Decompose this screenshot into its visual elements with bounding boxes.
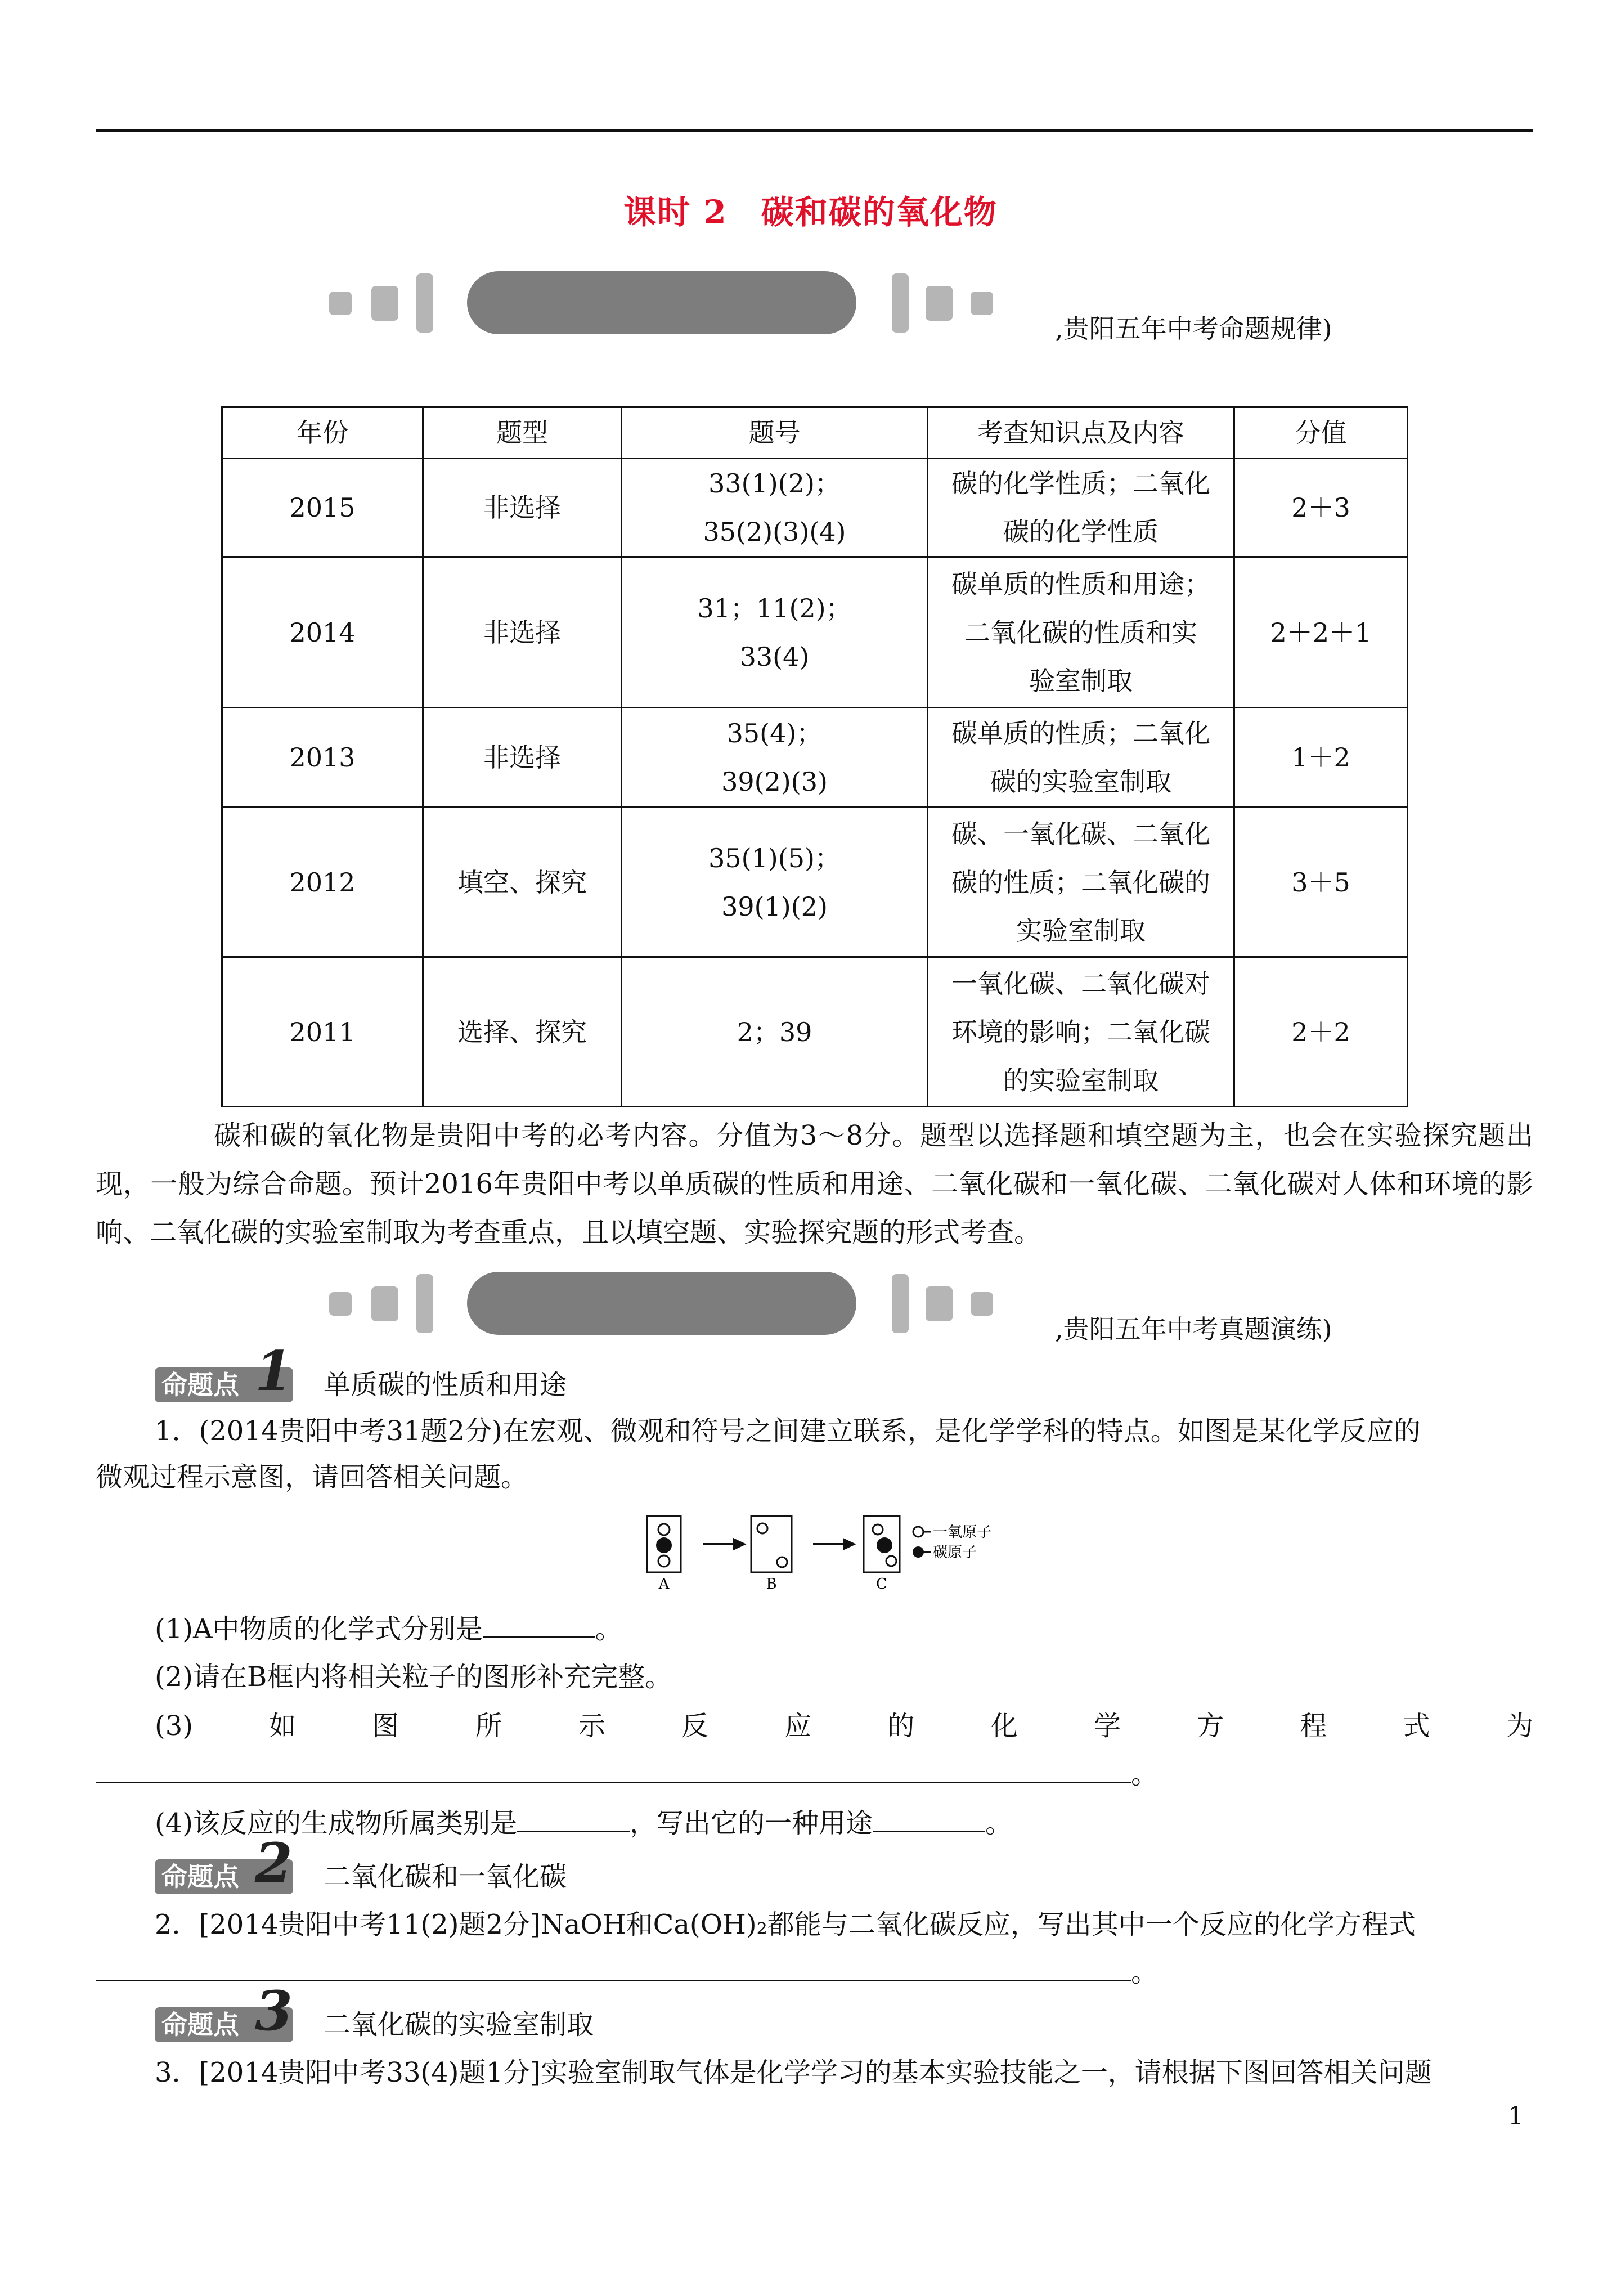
cell-type: 非选择 (423, 459, 622, 557)
q1-sub-3: (3) 如 图 所 示 反 应 的 化 学 方 程 式 为 (155, 1710, 1533, 1742)
cell-type: 填空、探究 (423, 808, 622, 957)
header-content: 考查知识点及内容 (928, 407, 1234, 459)
q3-line-1: 3．[2014贵阳中考33(4)题1分]实验室制取气体是化学学习的基本实验技能之一，请根据下图回答相关问题 (155, 2057, 1432, 2088)
answer-blank[interactable] (517, 1807, 630, 1832)
topic-title: 单质碳的性质和用途 (324, 1369, 567, 1401)
topic-badge: 命题点 1 (155, 1367, 293, 1402)
cell-score: 1＋2 (1234, 708, 1408, 808)
q1-sub-3-answer: 。 (96, 1755, 1158, 1794)
legend-oxygen: 一氧原子 (933, 1524, 992, 1541)
banner-1-caption: ,贵阳五年中考命题规律) (1055, 313, 1332, 344)
cell-content: 碳、一氧化碳、二氧化 碳的性质；二氧化碳的 实验室制取 (928, 808, 1234, 957)
answer-blank[interactable] (96, 1956, 1131, 1981)
topic-title: 二氧化碳和一氧化碳 (324, 1861, 567, 1893)
cell-score: 2＋3 (1234, 459, 1408, 557)
q1-sub-2: (2)请在B框内将相关粒子的图形补充完整。 (155, 1661, 672, 1693)
cell-score: 2＋2 (1234, 957, 1408, 1107)
exam-pattern-table (221, 406, 1408, 1107)
cell-content: 碳的化学性质；二氧化 碳的化学性质 (928, 459, 1234, 557)
topic-badge: 命题点 3 (155, 2007, 293, 2042)
top-rule (96, 129, 1533, 132)
cell-score: 2＋2＋1 (1234, 557, 1408, 708)
q2-line-1: 2．[2014贵阳中考11(2)题2分]NaOH和Ca(OH)₂都能与二氧化碳反应，写出其中一个反应的化学方程式 (155, 1909, 1416, 1940)
cell-type: 选择、探究 (423, 957, 622, 1107)
cell-items: 2；39 (622, 957, 928, 1107)
legend-carbon: 碳原子 (933, 1544, 977, 1561)
cell-content: 碳单质的性质；二氧化 碳的实验室制取 (928, 708, 1234, 808)
page-title: 课时 2 碳和碳的氧化物 (623, 193, 998, 231)
topic-title: 二氧化碳的实验室制取 (324, 2009, 594, 2041)
q1-line-2: 微观过程示意图，请回答相关问题。 (96, 1461, 528, 1493)
summary-paragraph: 碳和碳的氧化物是贵阳中考的必考内容。分值为3～8分。题型以选择题和填空题为主，也会在实验探究题出现，一般为综合命题。预计2016年贵阳中考以单质碳的性质和用途、二氧化碳和一氧化碳、二氧化碳对人体和环境的影响、二氧化碳的实验室制取为考查重点，且以填空题、实验探究题的形式考查。 (96, 1120, 1533, 1248)
table-row (222, 557, 1408, 708)
cell-items: 31；11(2)； 33(4) (622, 557, 928, 708)
cell-type: 非选择 (423, 557, 622, 708)
table-row (222, 957, 1408, 1107)
header-year: 年份 (222, 407, 423, 459)
header-number: 题号 (622, 407, 928, 459)
cell-type: 非选择 (423, 708, 622, 808)
diagram-label-a: A (658, 1576, 670, 1593)
cell-year: 2015 (222, 459, 423, 557)
table-row (222, 808, 1408, 957)
section-banner-1 (329, 269, 1061, 334)
q1-line-1: 1．(2014贵阳中考31题2分)在宏观、微观和符号之间建立联系，是化学学科的特点。如图是某化学反应的 (155, 1415, 1421, 1447)
cell-year: 2011 (222, 957, 423, 1107)
section-banner-2 (329, 1270, 1061, 1335)
table-header-row (222, 407, 1408, 459)
reaction-diagram (641, 1513, 1047, 1594)
cell-year: 2014 (222, 557, 423, 708)
answer-blank[interactable] (483, 1613, 595, 1638)
q1-sub-1: (1)A中物质的化学式分别是 。 (155, 1613, 622, 1645)
diagram-label-b: B (766, 1576, 777, 1593)
cell-score: 3＋5 (1234, 808, 1408, 957)
cell-content: 碳单质的性质和用途； 二氧化碳的性质和实 验室制取 (928, 557, 1234, 708)
cell-year: 2012 (222, 808, 423, 957)
cell-items: 35(4)； 39(2)(3) (622, 708, 928, 808)
q2-answer: 。 (96, 1953, 1158, 1992)
header-type: 题型 (423, 407, 622, 459)
answer-blank[interactable] (873, 1807, 985, 1832)
page-number: 1 (1508, 2102, 1524, 2131)
diagram-label-c: C (876, 1576, 887, 1593)
header-score: 分值 (1234, 407, 1408, 459)
table-row (222, 459, 1408, 557)
answer-blank[interactable] (96, 1758, 1131, 1783)
cell-items: 35(1)(5)； 39(1)(2) (622, 808, 928, 957)
cell-year: 2013 (222, 708, 423, 808)
banner-2-caption: ,贵阳五年中考真题演练) (1055, 1314, 1332, 1344)
table-row (222, 708, 1408, 808)
cell-items: 33(1)(2)； 35(2)(3)(4) (622, 459, 928, 557)
topic-badge: 命题点 2 (155, 1859, 293, 1894)
cell-content: 一氧化碳、二氧化碳对 环境的影响；二氧化碳 的实验室制取 (928, 957, 1234, 1107)
q1-sub-4: (4)该反应的生成物所属类别是 ，写出它的一种用途 。 (155, 1808, 1013, 1839)
